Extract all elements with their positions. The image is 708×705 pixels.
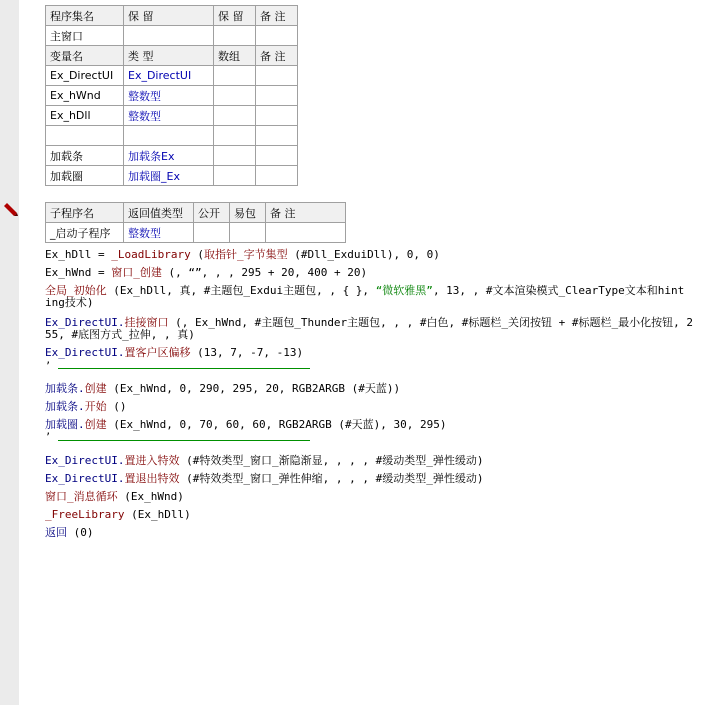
variable-array[interactable] <box>214 126 256 146</box>
variable-row[interactable] <box>46 126 298 146</box>
object-ref: 加载圈. <box>45 418 85 431</box>
easy-package-flag[interactable] <box>230 223 266 243</box>
table-header-row <box>46 6 298 26</box>
header-cell: 子程序名 <box>46 203 124 223</box>
object-ref: 加载条. <box>45 400 85 413</box>
function-call: _LoadLibrary <box>111 248 191 261</box>
object-ref: Ex_DirectUI. <box>45 454 125 467</box>
method-call: 创建 <box>84 418 107 431</box>
variable-name[interactable]: 加载圈 <box>46 166 124 186</box>
code-line-continuation[interactable] <box>45 296 94 309</box>
code-line[interactable] <box>45 266 367 279</box>
code-text: (#特效类型_窗口_弹性伸缩, , , , #缓动类型_弹性缓动) <box>179 472 484 485</box>
object-ref: Ex_DirectUI. <box>45 316 125 329</box>
code-line[interactable] <box>45 382 400 395</box>
code-text: 55, #底图方式_拉伸, , 真) <box>45 328 195 341</box>
variable-row[interactable] <box>46 86 298 106</box>
subroutine-name[interactable]: _启动子程序 <box>46 223 124 243</box>
code-text: (, “”, , , 295 + 20, 400 + 20) <box>161 266 368 279</box>
variable-array[interactable] <box>214 146 256 166</box>
table-cell[interactable] <box>124 26 214 46</box>
code-text: (Ex_hWnd) <box>117 490 184 503</box>
code-line[interactable] <box>45 248 440 261</box>
code-text: (#Dll_ExduiDll), 0, 0) <box>287 248 440 261</box>
separator-line <box>58 440 310 441</box>
variable-type[interactable]: 加载条Ex <box>124 146 214 166</box>
header-cell: 类 型 <box>124 46 214 66</box>
variable-type[interactable]: Ex_DirectUI <box>124 66 214 86</box>
table-cell[interactable] <box>214 26 256 46</box>
variable-array[interactable] <box>214 66 256 86</box>
header-cell: 数组 <box>214 46 256 66</box>
code-text: () <box>106 400 127 413</box>
code-text: (0) <box>67 526 94 539</box>
code-text: (, Ex_hWnd, #主题包_Thunder主题包, , , #白色, #标题栏_关闭按钮 + #标题栏_最小化按钮, 2 <box>168 316 694 329</box>
string-literal: “微软雅黑” <box>375 284 433 297</box>
subroutine-table <box>45 202 346 243</box>
variable-name[interactable]: 加载条 <box>46 146 124 166</box>
method-call: 置进入特效 <box>124 454 180 467</box>
code-line[interactable] <box>45 400 127 413</box>
header-cell: 变量名 <box>46 46 124 66</box>
variable-note[interactable] <box>256 86 298 106</box>
editor-gutter <box>0 0 19 705</box>
header-cell: 程序集名 <box>46 6 124 26</box>
function-call: 窗口_消息循环 <box>45 490 118 503</box>
subroutine-note[interactable] <box>266 223 346 243</box>
variable-note[interactable] <box>256 106 298 126</box>
program-set-name-row[interactable] <box>46 26 298 46</box>
function-call: 全局_初始化 <box>45 284 107 297</box>
variable-note[interactable] <box>256 166 298 186</box>
code-text: ing技术) <box>45 296 94 309</box>
method-call: 置退出特效 <box>124 472 180 485</box>
code-text: Ex_hDll = <box>45 248 112 261</box>
header-cell: 保 留 <box>214 6 256 26</box>
variable-array[interactable] <box>214 166 256 186</box>
variable-note[interactable] <box>256 126 298 146</box>
variable-row[interactable] <box>46 146 298 166</box>
header-cell: 公开 <box>194 203 230 223</box>
variable-type[interactable]: 整数型 <box>124 86 214 106</box>
comment-marker: ’ <box>45 432 52 443</box>
code-line[interactable] <box>45 508 191 521</box>
header-cell: 备 注 <box>256 46 298 66</box>
variable-row[interactable] <box>46 106 298 126</box>
table-cell[interactable] <box>256 26 298 46</box>
code-text: (#特效类型_窗口_渐隐渐显, , , , #缓动类型_弹性缓动) <box>179 454 484 467</box>
code-text: (13, 7, -7, -13) <box>190 346 304 359</box>
method-call: 开始 <box>84 400 107 413</box>
variable-note[interactable] <box>256 146 298 166</box>
variable-array[interactable] <box>214 86 256 106</box>
code-line[interactable] <box>45 454 483 467</box>
return-type[interactable]: 整数型 <box>124 223 194 243</box>
separator-line <box>58 368 310 369</box>
variable-row[interactable] <box>46 166 298 186</box>
subroutine-row[interactable] <box>46 223 346 243</box>
variable-type[interactable] <box>124 126 214 146</box>
public-flag[interactable] <box>194 223 230 243</box>
code-text: Ex_hWnd = <box>45 266 112 279</box>
method-call: 置客户区偏移 <box>124 346 191 359</box>
code-line[interactable] <box>45 472 483 485</box>
function-call: 窗口_创建 <box>111 266 162 279</box>
variable-type[interactable]: 加载圈_Ex <box>124 166 214 186</box>
code-line[interactable] <box>45 284 684 297</box>
header-cell: 备 注 <box>256 6 298 26</box>
variable-name[interactable]: Ex_DirectUI <box>46 66 124 86</box>
header-cell: 备 注 <box>266 203 346 223</box>
variable-name[interactable]: Ex_hDll <box>46 106 124 126</box>
object-ref: Ex_DirectUI. <box>45 472 125 485</box>
variable-array[interactable] <box>214 106 256 126</box>
variable-name[interactable] <box>46 126 124 146</box>
code-line-continuation[interactable] <box>45 328 195 341</box>
comment-marker: ’ <box>45 361 52 372</box>
return-keyword: 返回 <box>45 526 67 539</box>
method-call: 挂接窗口 <box>124 316 169 329</box>
variable-note[interactable] <box>256 66 298 86</box>
code-line[interactable] <box>45 490 184 503</box>
code-text: ( <box>190 248 204 261</box>
object-ref: Ex_DirectUI. <box>45 346 125 359</box>
code-text: (Ex_hDll) <box>124 508 191 521</box>
variable-header-row <box>46 46 298 66</box>
code-line[interactable] <box>45 346 303 359</box>
variable-name[interactable]: Ex_hWnd <box>46 86 124 106</box>
function-call: _FreeLibrary <box>45 508 125 521</box>
code-text: (Ex_hWnd, 0, 70, 60, 60, RGB2ARGB (#天蓝), 30, 295) <box>106 418 447 431</box>
object-ref: 加载条. <box>45 382 85 395</box>
header-cell: 易包 <box>230 203 266 223</box>
code-text: (Ex_hDll, 真, #主题包_Exdui主题包, , { }, <box>106 284 376 297</box>
program-set-name[interactable]: 主窗口 <box>46 26 124 46</box>
code-text: (Ex_hWnd, 0, 290, 295, 20, RGB2ARGB (#天蓝)) <box>106 382 401 395</box>
variable-row[interactable] <box>46 66 298 86</box>
variable-type[interactable]: 整数型 <box>124 106 214 126</box>
function-call: 取指针_字节集型 <box>203 248 288 261</box>
table-header-row <box>46 203 346 223</box>
pencil-icon[interactable] <box>3 203 19 217</box>
code-text: , 13, , #文本渲染模式_ClearType文本和hint <box>432 284 685 297</box>
program-set-table <box>45 5 298 186</box>
code-line[interactable] <box>45 418 447 431</box>
header-cell: 返回值类型 <box>124 203 194 223</box>
header-cell: 保 留 <box>124 6 214 26</box>
code-line[interactable] <box>45 526 94 539</box>
method-call: 创建 <box>84 382 107 395</box>
